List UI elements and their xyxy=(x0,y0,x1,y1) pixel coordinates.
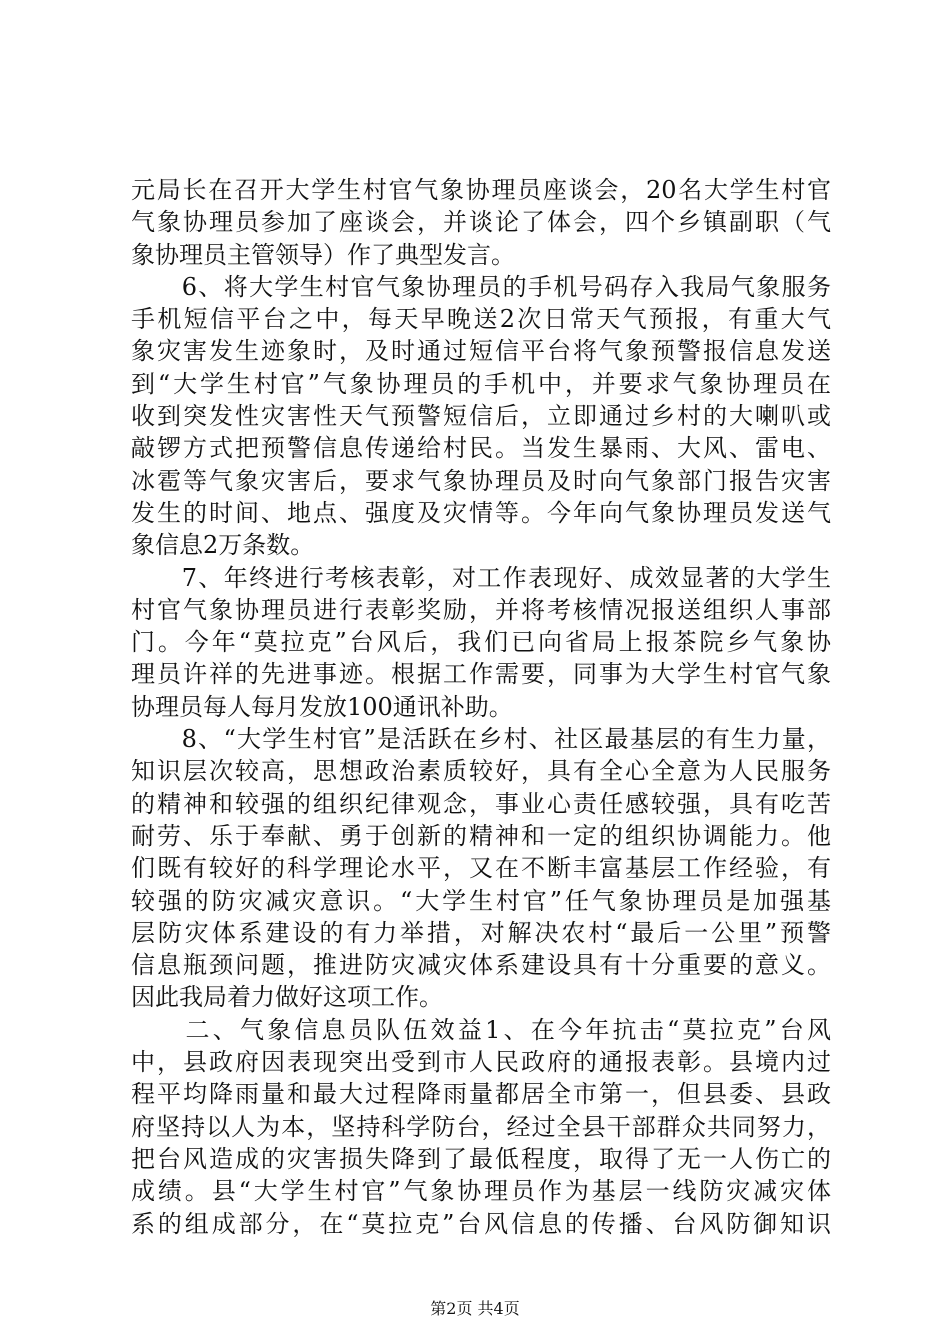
text-line: 村官气象协理员进行表彰奖励，并将考核情况报送组织人事部 xyxy=(131,595,831,624)
text-line: 因此我局着力做好这项工作。 xyxy=(131,983,443,1012)
text-line: 8、“大学生村官”是活跃在乡村、社区最基层的有生力量， xyxy=(131,725,831,754)
text-line: 门。今年“莫拉克”台风后，我们已向省局上报茶院乡气象协 xyxy=(131,628,831,657)
text-line: 层防灾体系建设的有力举措，对解决农村“最后一公里”预警 xyxy=(131,918,831,947)
text-line: 协理员每人每月发放100通讯补助。 xyxy=(131,692,513,721)
text-line: 们既有较好的科学理论水平，又在不断丰富基层工作经验，有 xyxy=(131,854,831,883)
text-line: 元局长在召开大学生村官气象协理员座谈会，20名大学生村官 xyxy=(131,176,831,204)
text-line: 7、年终进行考核表彰，对工作表现好、成效显著的大学生 xyxy=(131,563,831,592)
text-line: 到“大学生村官”气象协理员的手机中，并要求气象协理员在 xyxy=(131,369,831,398)
text-line: 象信息2万条数。 xyxy=(131,531,315,560)
text-line: 冰雹等气象灾害后，要求气象协理员及时向气象部门报告灾害 xyxy=(131,466,831,495)
text-line: 府坚持以人为本，坚持科学防台，经过全县干部群众共同努力， xyxy=(131,1112,831,1141)
text-line: 知识层次较高，思想政治素质较好，具有全心全意为人民服务 xyxy=(131,757,831,786)
text-line: 程平均降雨量和最大过程降雨量都居全市第一，但县委、县政 xyxy=(131,1080,831,1109)
text-line: 把台风造成的灾害损失降到了最低程度，取得了无一人伤亡的 xyxy=(131,1144,831,1173)
text-line: 二、气象信息员队伍效益1、在今年抗击“莫拉克”台风 xyxy=(131,1015,831,1044)
page-footer: 第2页 共4页 xyxy=(430,1299,520,1318)
text-line: 系的组成部分，在“莫拉克”台风信息的传播、台风防御知识 xyxy=(131,1209,831,1238)
text-line: 象灾害发生迹象时，及时通过短信平台将气象预警报信息发送 xyxy=(131,337,831,366)
text-line: 6、将大学生村官气象协理员的手机号码存入我局气象服务 xyxy=(131,272,831,301)
text-line: 理员许祥的先进事迹。根据工作需要，同事为大学生村官气象 xyxy=(131,660,831,689)
text-line: 中，县政府因表现突出受到市人民政府的通报表彰。县境内过 xyxy=(131,1048,831,1077)
text-line: 的精神和较强的组织纪律观念，事业心责任感较强，具有吃苦 xyxy=(131,789,831,818)
text-line: 象协理员主管领导）作了典型发言。 xyxy=(131,240,515,269)
text-line: 敲锣方式把预警信息传递给村民。当发生暴雨、大风、雷电、 xyxy=(131,434,831,463)
text-line: 发生的时间、地点、强度及灾情等。今年向气象协理员发送气 xyxy=(131,498,831,527)
text-line: 手机短信平台之中，每天早晚送2次日常天气预报，有重大气 xyxy=(131,305,831,334)
text-line: 成绩。县“大学生村官”气象协理员作为基层一线防灾减灾体 xyxy=(131,1177,831,1206)
text-line: 信息瓶颈问题，推进防灾减灾体系建设具有十分重要的意义。 xyxy=(131,951,831,980)
text-line: 收到突发性灾害性天气预警短信后，立即通过乡村的大喇叭或 xyxy=(131,402,831,431)
document-body xyxy=(131,174,831,1240)
text-line: 气象协理员参加了座谈会，并谈论了体会，四个乡镇副职（气 xyxy=(131,208,831,237)
text-line: 耐劳、乐于奉献、勇于创新的精神和一定的组织协调能力。他 xyxy=(131,821,831,850)
text-line: 较强的防灾减灾意识。“大学生村官”任气象协理员是加强基 xyxy=(131,886,831,915)
